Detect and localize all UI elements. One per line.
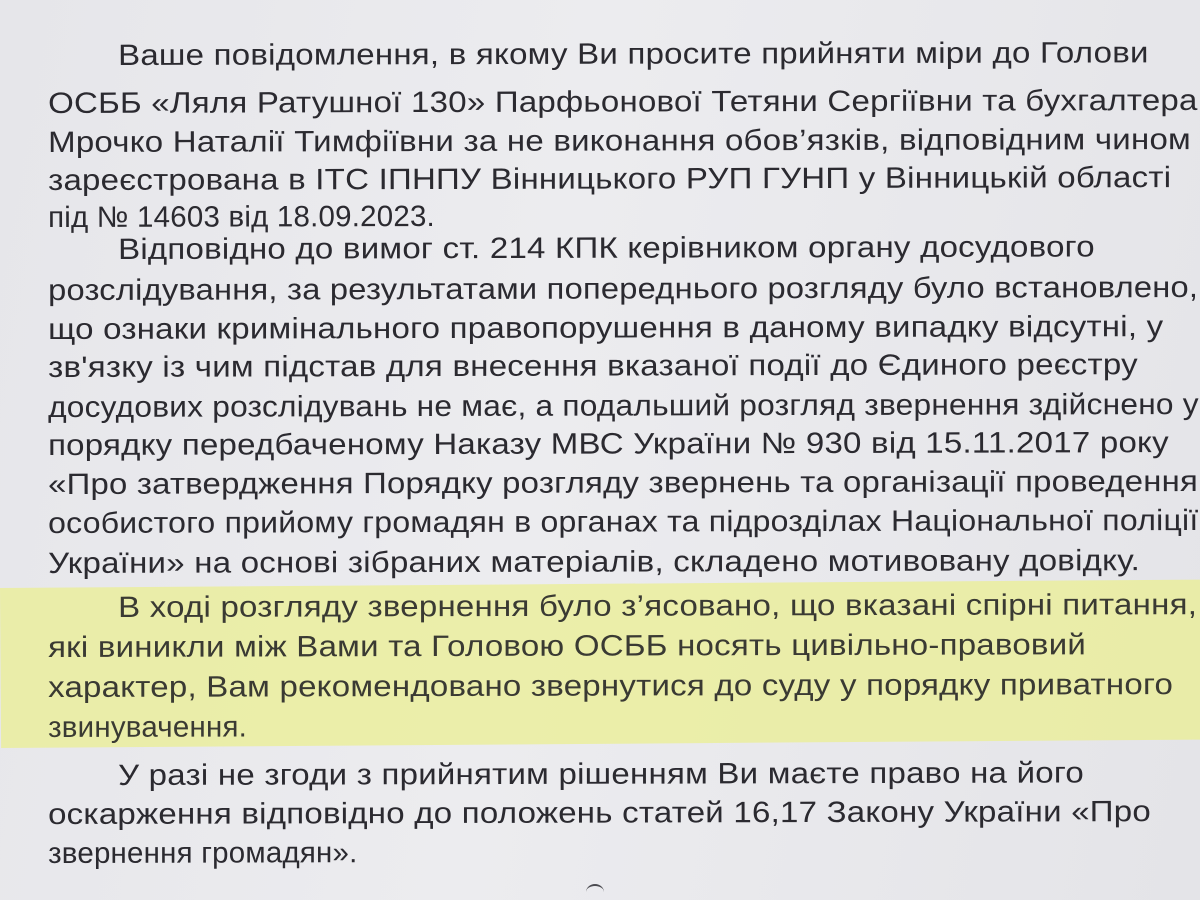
paragraph-2-line-1: Відповідно до вимог ст. 214 КПК керівником органу досудового bbox=[118, 230, 1095, 266]
paragraph-4-line-1: У разі не згоди з прийнятим рішенням Ви маєте право на його bbox=[118, 756, 1085, 792]
paragraph-1-line-5: під № 14603 від 18.09.2023. bbox=[48, 199, 435, 234]
paragraph-2-line-3: що ознаки кримінального правопорушення в даному випадку відсутні, у bbox=[48, 310, 1164, 346]
paragraph-2-line-6: порядку передбаченому Наказу МВС України № 930 від 15.11.2017 року bbox=[48, 426, 1169, 462]
paragraph-2-line-7: «Про затвердження Порядку розгляду звернень та організації проведення bbox=[48, 464, 1199, 501]
paragraph-1-line-4: зареєстрована в ІТС ІПНПУ Вінницького РУП ГУНП у Вінницькій області bbox=[48, 161, 1172, 197]
paragraph-1-line-2: ОСББ «Ляля Ратушної 130» Парфьонової Тетяни Сергіївни та бухгалтера bbox=[48, 83, 1198, 120]
paragraph-1-line-3: Мрочко Наталії Тимфіївни за не виконання обов’язків, відповідним чином bbox=[48, 123, 1192, 159]
paragraph-1-line-1: Ваше повідомлення, в якому Ви просите прийняти міри до Голови bbox=[118, 36, 1149, 72]
paragraph-4-line-3: звернення громадян». bbox=[48, 836, 358, 870]
paragraph-3-line-2: які виникли між Вами та Головою ОСББ носять цивільно-правовий bbox=[48, 628, 1087, 664]
page-edge-mark bbox=[586, 884, 604, 900]
paragraph-2-line-4: зв'язку із чим підстав для внесення вказаної події до Єдиного реєстру bbox=[48, 348, 1138, 384]
paragraph-3-line-4: звинувачення. bbox=[48, 710, 248, 744]
paragraph-2-line-8: особистого прийому громадян в органах та підрозділах Національної поліції bbox=[48, 503, 1199, 540]
paragraph-3-line-1: В ході розгляду звернення було з’ясовано, що вказані спірні питання, bbox=[118, 588, 1198, 624]
paragraph-4-line-2: оскарження відповідно до положень статей 16,17 Закону України «Про bbox=[48, 795, 1151, 831]
paragraph-3-line-3: характер, Вам рекомендовано звернутися до суду у порядку приватного bbox=[48, 668, 1174, 704]
paragraph-2-line-5: досудових розслідувань не має, а подальший розгляд звернення здійснено у bbox=[48, 387, 1199, 424]
paragraph-2-line-9: України» на основі зібраних матеріалів, складено мотивовану довідку. bbox=[48, 544, 1141, 580]
paragraph-2-line-2: розслідування, за результатами попереднього розгляду було встановлено, bbox=[48, 270, 1199, 307]
